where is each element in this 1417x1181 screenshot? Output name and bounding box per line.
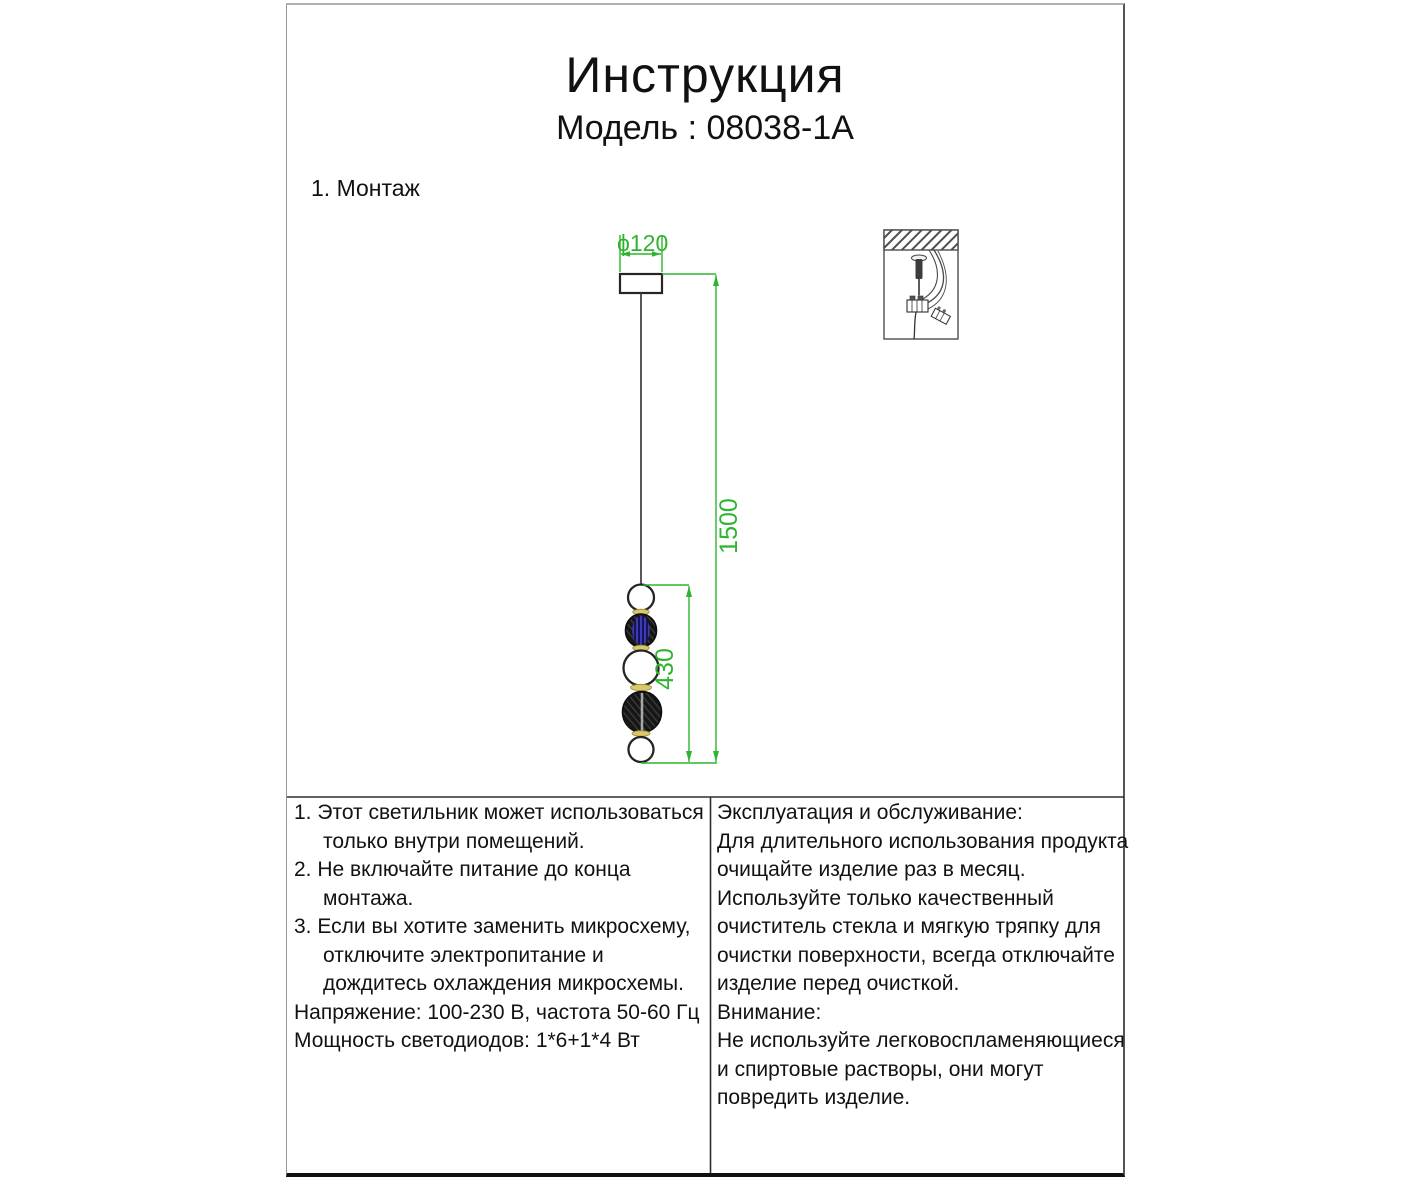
connector-ring [632, 731, 650, 737]
note-line: отключите электропитание и [323, 943, 604, 967]
lamp-canopy [620, 274, 662, 293]
note-line-power: Мощность светодиодов: 1*6+1*4 Вт [294, 1029, 640, 1052]
dimension-label-430: 430 [651, 648, 679, 690]
note-line: 3. Если вы хотите заменить микросхему, [294, 915, 691, 938]
note-line: Не используйте легковоспламеняющиеся [717, 1029, 1125, 1052]
connector-ring [631, 684, 652, 690]
safety-notes-column [294, 799, 712, 1056]
instruction-sheet [286, 3, 1129, 1177]
note-line-voltage: Напряжение: 100-230 В, частота 50-60 Гц [294, 1000, 700, 1024]
ceiling-hatch [884, 230, 958, 250]
model-number: Модель : 08038-1A [556, 109, 854, 147]
maintenance-notes-column [717, 799, 1129, 1113]
note-line: и спиртовые растворы, они могут [717, 1057, 1044, 1081]
note-line: только внутри помещений. [323, 829, 585, 853]
note-line: Используйте только качественный [717, 886, 1054, 910]
note-line: повредить изделие. [717, 1086, 911, 1109]
note-line-heading: Эксплуатация и обслуживание: [717, 801, 1023, 824]
note-line: очистки поверхности, всегда отключайте [717, 943, 1115, 967]
note-line: очиститель стекла и мягкую тряпку для [717, 915, 1101, 938]
mounting-detail [884, 230, 958, 339]
section-label-montage: 1. Монтаж [311, 175, 420, 201]
note-line: Для длительного использования продукта [717, 829, 1129, 853]
note-line-attention: Внимание: [717, 1000, 822, 1024]
glass-sphere-top [628, 585, 654, 611]
note-line: 2. Не включайте питание до конца [294, 858, 631, 881]
note-line: очищайте изделие раз в месяц. [717, 858, 1026, 881]
glass-sphere-bottom [629, 737, 654, 762]
note-line: дождитесь охлаждения микросхемы. [323, 972, 684, 995]
note-line: изделие перед очисткой. [717, 972, 960, 995]
led-sphere-blue-core [632, 616, 649, 645]
note-line: 1. Этот светильник может использоваться [294, 801, 704, 824]
page-title: Инструкция [565, 47, 845, 103]
dimension-label-1500: 1500 [715, 498, 743, 554]
dimension-label-diameter: ϕ120 [617, 230, 669, 256]
note-line: монтажа. [323, 886, 414, 910]
